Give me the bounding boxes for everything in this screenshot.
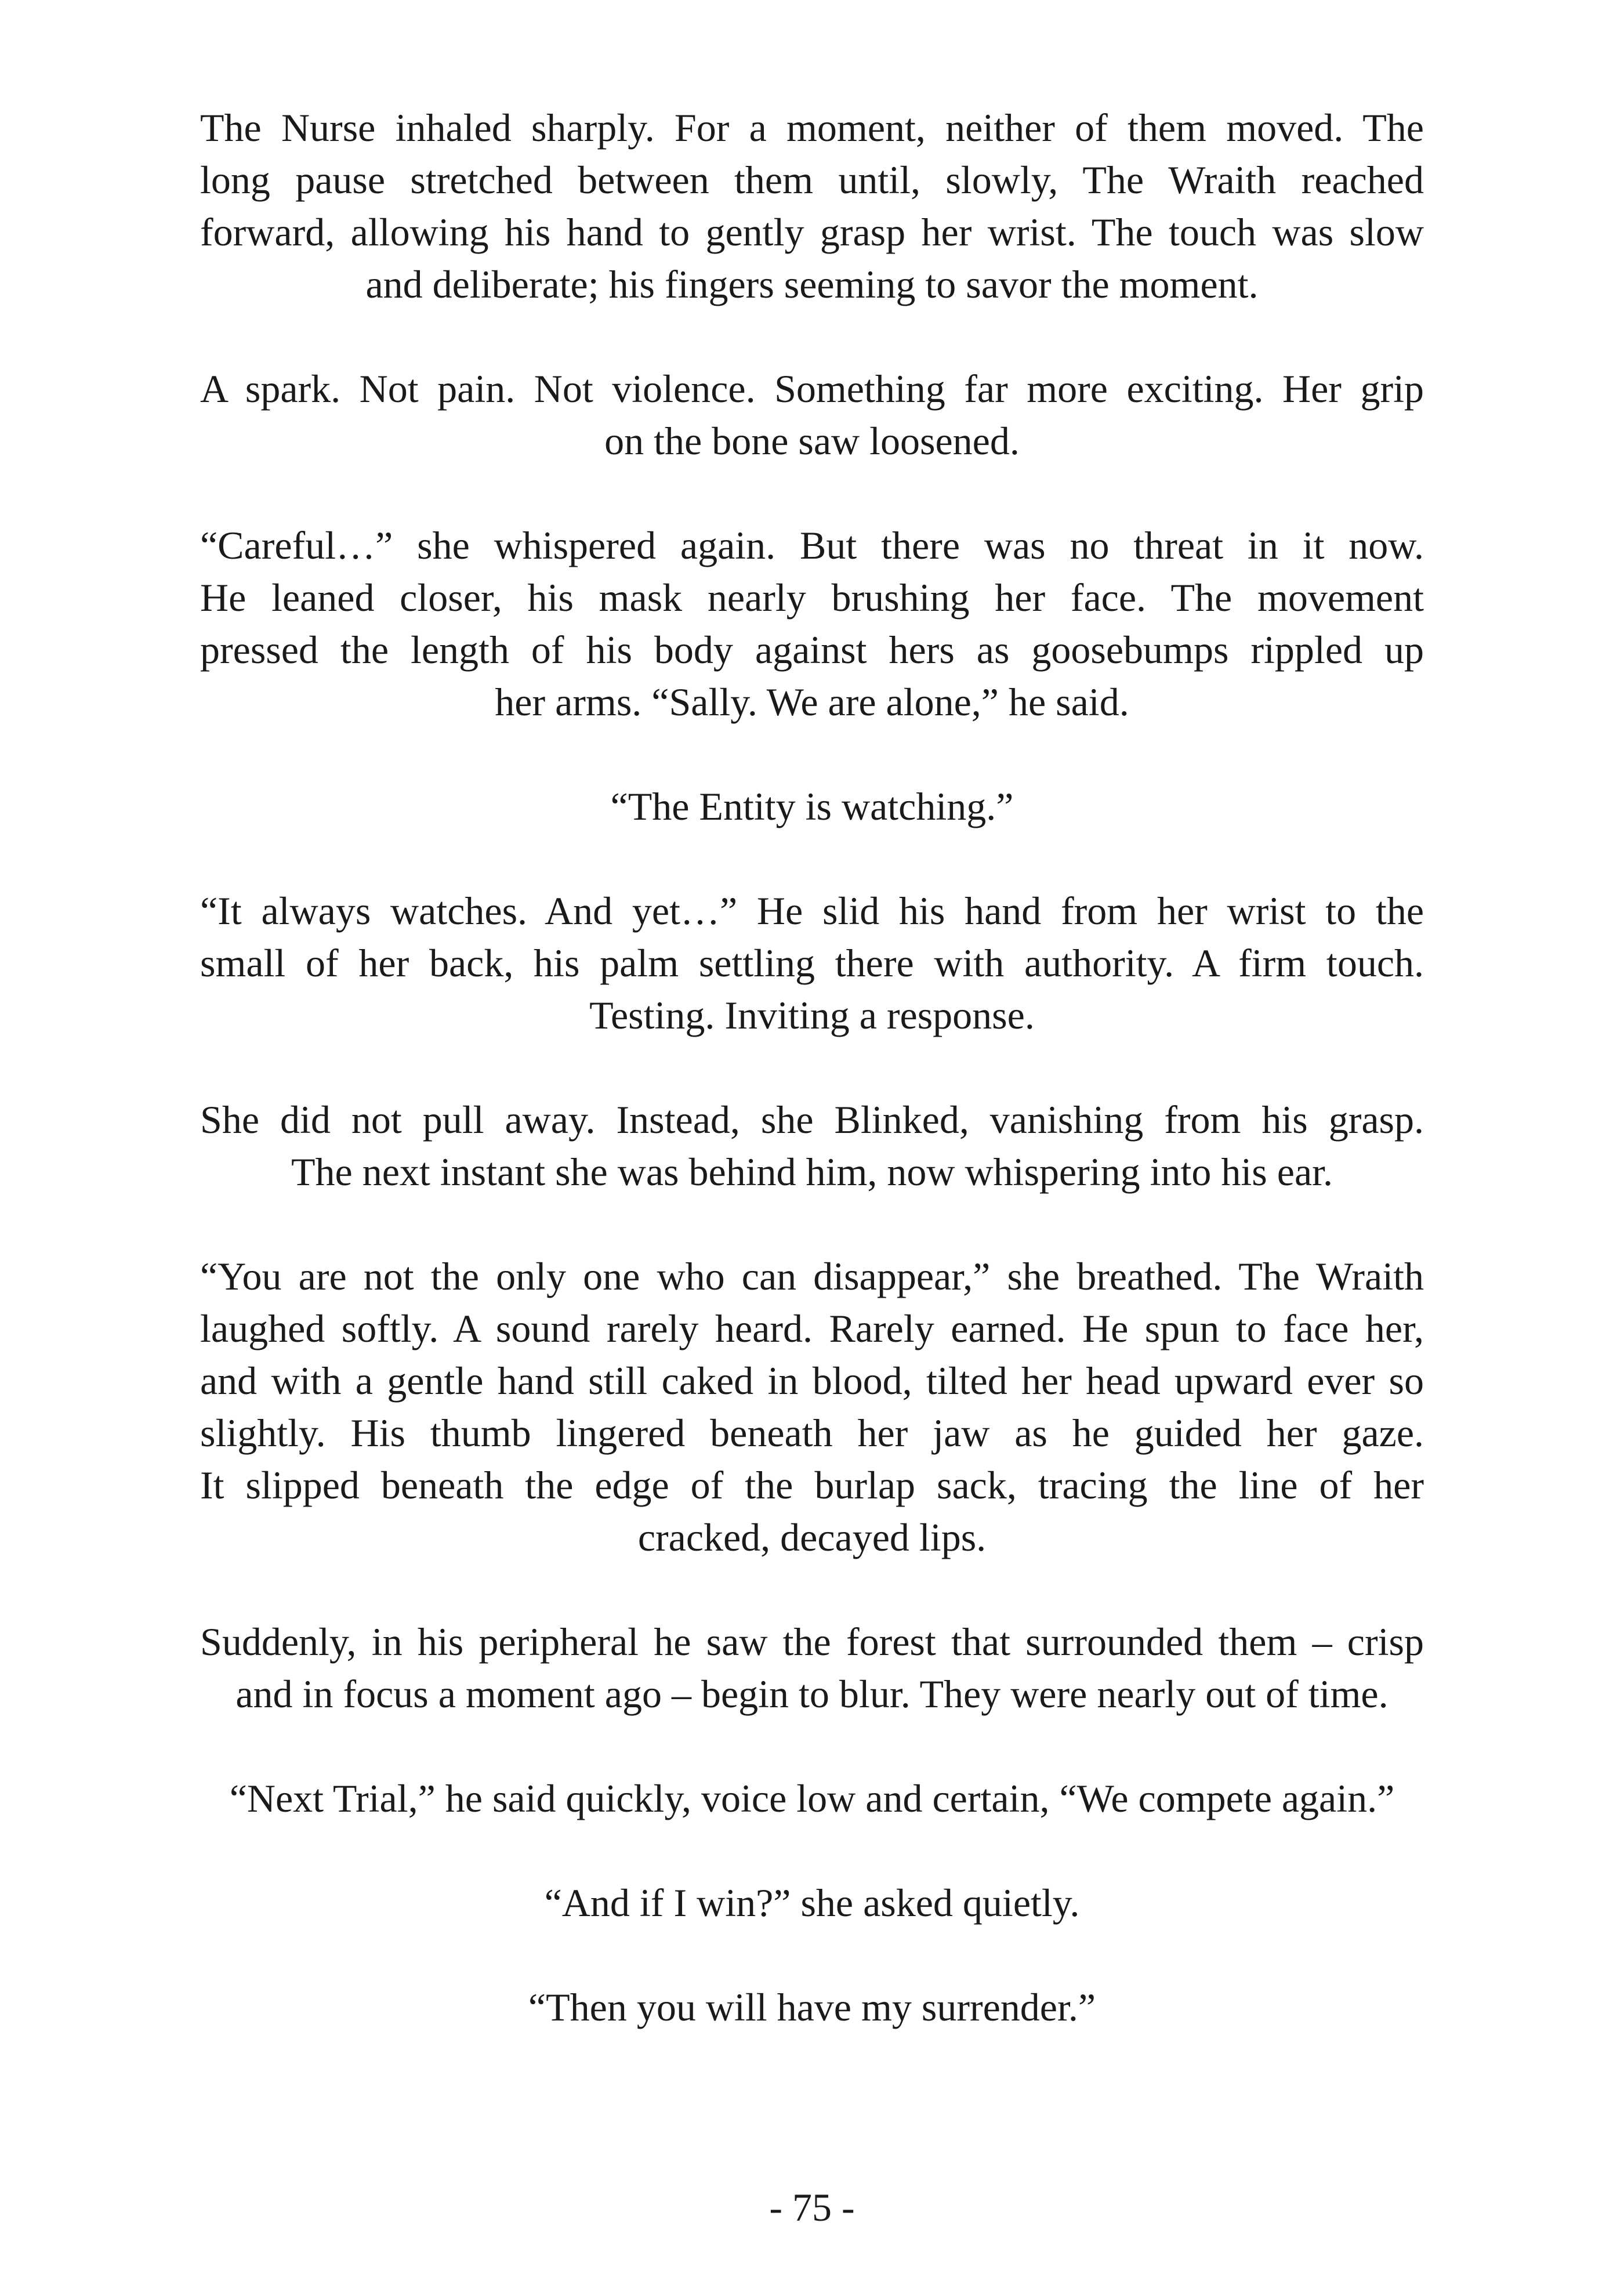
text-line: A spark. Not pain. Not violence. Something far more exciting. Her grip <box>200 367 1424 411</box>
text-line: on the bone saw loosened. <box>604 419 1020 463</box>
text-line: “And if I win?” she asked quietly. <box>544 1881 1080 1925</box>
text-line: “It always watches. And yet…” He slid his hand from her wrist to the <box>200 889 1424 933</box>
paragraph <box>200 1981 1424 2033</box>
paragraph <box>200 885 1424 1041</box>
text-line: “Careful…” she whispered again. But there was no threat in it now. <box>200 523 1424 567</box>
text-line: cracked, decayed lips. <box>637 1515 987 1559</box>
text-line: Testing. Inviting a response. <box>589 993 1035 1037</box>
text-line: forward, allowing his hand to gently grasp her wrist. The touch was slow <box>200 210 1424 254</box>
paragraph <box>200 780 1424 832</box>
text-line: her arms. “Sally. We are alone,” he said. <box>495 680 1129 724</box>
text-line: slightly. His thumb lingered beneath her jaw as he guided her gaze. <box>200 1411 1424 1455</box>
paragraph <box>200 1250 1424 1563</box>
text-line: He leaned closer, his mask nearly brushing her face. The movement <box>200 575 1424 620</box>
page-body <box>200 102 1424 2085</box>
text-line: “You are not the only one who can disappear,” she breathed. The Wraith <box>200 1254 1424 1298</box>
paragraph <box>200 519 1424 728</box>
page-number: - 75 - <box>769 2185 855 2229</box>
text-line: and with a gentle hand still caked in blood, tilted her head upward ever so <box>200 1359 1424 1403</box>
paragraph <box>200 363 1424 467</box>
paragraph <box>200 1616 1424 1720</box>
text-line: and deliberate; his fingers seeming to savor the moment. <box>365 262 1259 306</box>
paragraph <box>200 1093 1424 1198</box>
paragraph <box>200 1772 1424 1824</box>
text-line: small of her back, his palm settling there with authority. A firm touch. <box>200 941 1424 985</box>
text-line: “The Entity is watching.” <box>610 784 1014 828</box>
text-line: laughed softly. A sound rarely heard. Rarely earned. He spun to face her, <box>200 1306 1424 1350</box>
text-line: Suddenly, in his peripheral he saw the forest that surrounded them – crisp <box>200 1620 1424 1664</box>
text-line: It slipped beneath the edge of the burlap sack, tracing the line of her <box>200 1463 1424 1507</box>
text-line: She did not pull away. Instead, she Blinked, vanishing from his grasp. <box>200 1098 1424 1142</box>
text-line: pressed the length of his body against hers as goosebumps rippled up <box>200 628 1424 672</box>
text-line: “Next Trial,” he said quickly, voice low and certain, “We compete again.” <box>229 1776 1395 1820</box>
text-line: The next instant she was behind him, now whispering into his ear. <box>291 1150 1333 1194</box>
text-line: long pause stretched between them until, slowly, The Wraith reached <box>200 158 1424 202</box>
text-line: “Then you will have my surrender.” <box>528 1985 1096 2029</box>
text-line: The Nurse inhaled sharply. For a moment, neither of them moved. The <box>200 106 1424 150</box>
paragraph <box>200 1877 1424 1929</box>
paragraph <box>200 102 1424 310</box>
text-line: and in focus a moment ago – begin to blur. They were nearly out of time. <box>235 1672 1389 1716</box>
